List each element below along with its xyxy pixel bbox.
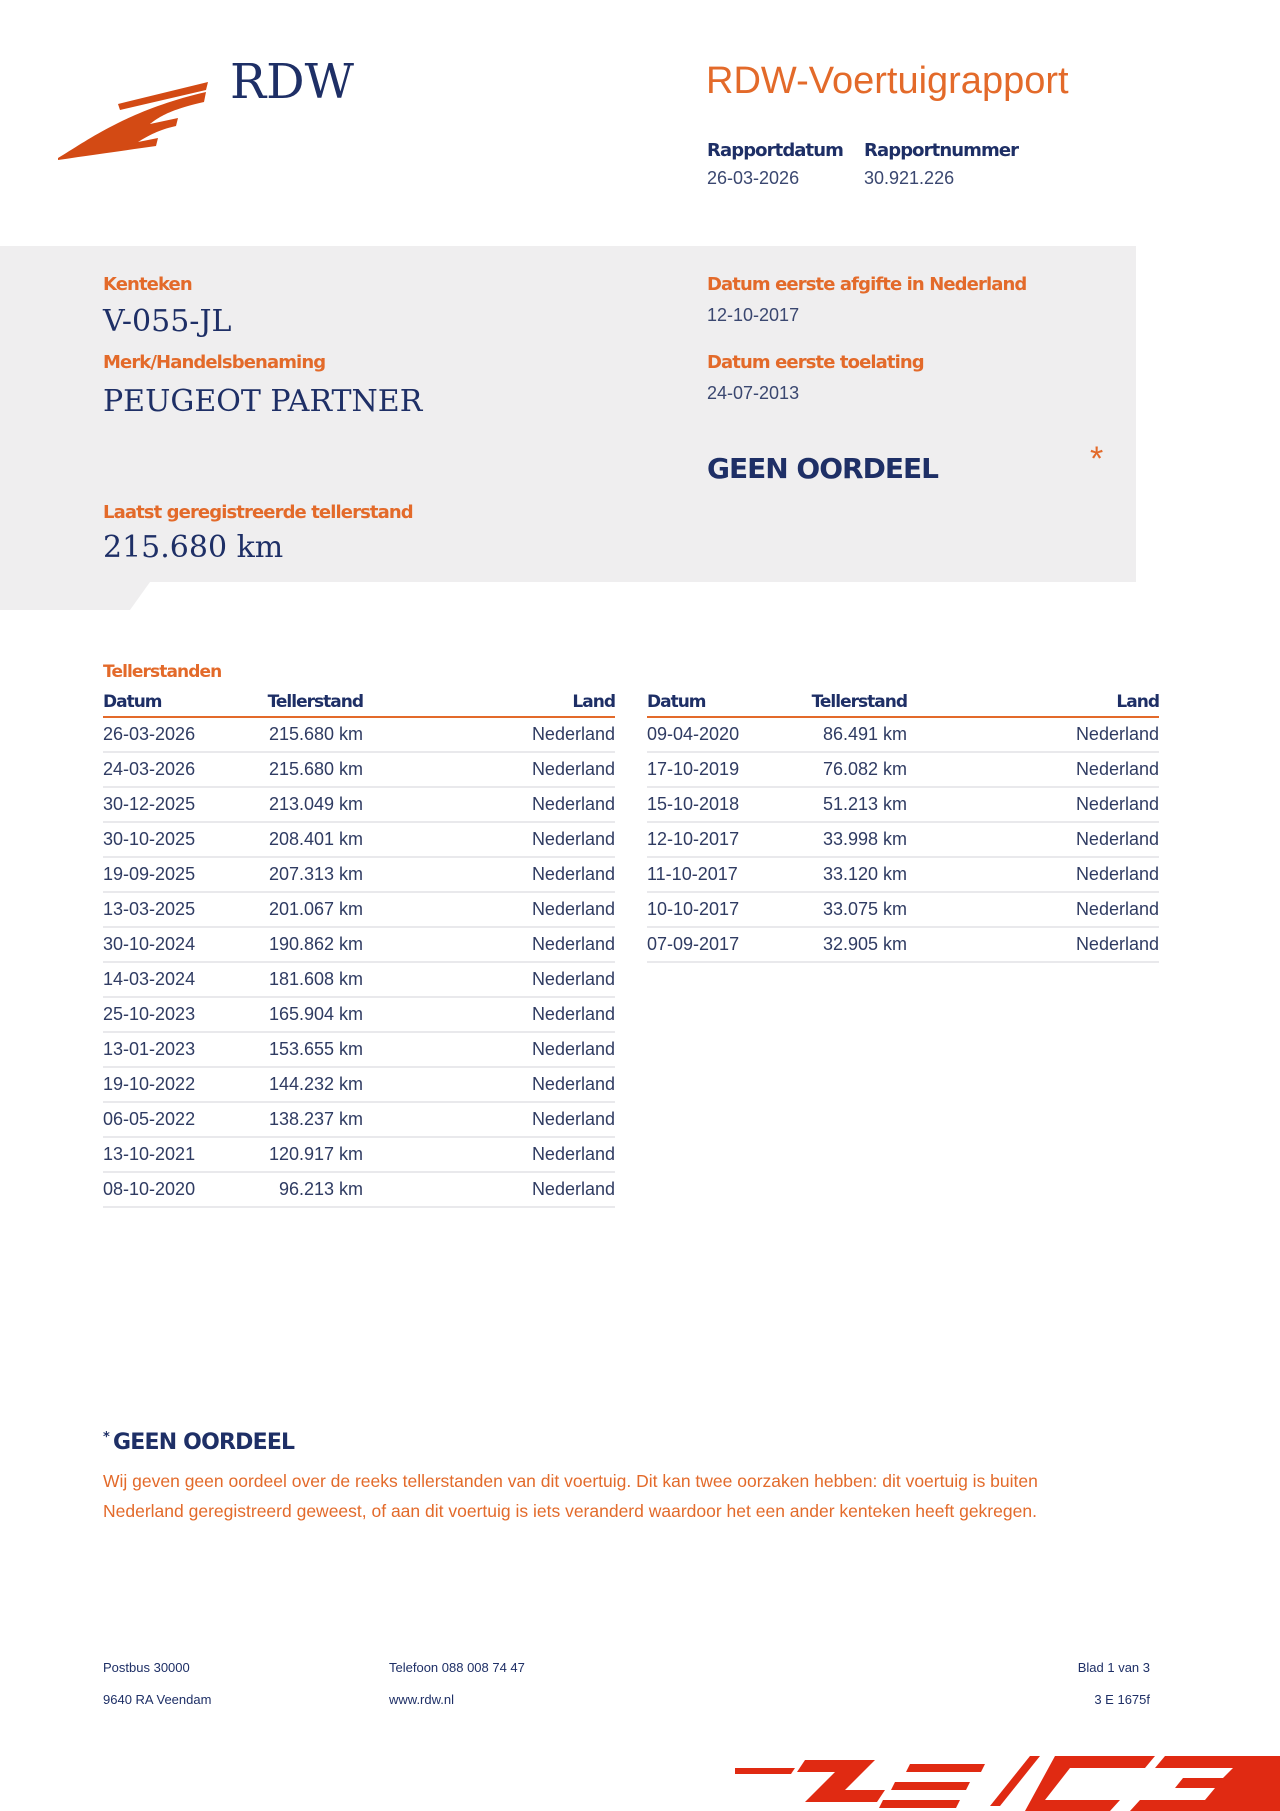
table-row <box>103 997 615 1032</box>
panel-notch <box>0 582 160 610</box>
plate-label: Kenteken <box>103 274 192 295</box>
reading-date: 13-03-2025 <box>103 892 253 927</box>
reading-date: 07-09-2017 <box>647 927 797 962</box>
reading-date: 15-10-2018 <box>647 787 797 822</box>
reading-country: Nederland <box>363 752 615 787</box>
footer-decoration-icon <box>735 1750 1280 1811</box>
reading-country: Nederland <box>363 1172 615 1207</box>
verdict-asterisk: * <box>1090 440 1104 478</box>
table-row <box>103 1172 615 1207</box>
reading-country: Nederland <box>907 752 1159 787</box>
reading-date: 08-10-2020 <box>103 1172 253 1207</box>
reading-date: 10-10-2017 <box>647 892 797 927</box>
reading-country: Nederland <box>363 892 615 927</box>
reading-date: 13-10-2021 <box>103 1137 253 1172</box>
table-row <box>103 962 615 997</box>
reading-value: 76.082 km <box>797 752 907 787</box>
reading-country: Nederland <box>363 822 615 857</box>
reading-value: 208.401 km <box>253 822 363 857</box>
reading-value: 86.491 km <box>797 717 907 752</box>
reading-country: Nederland <box>363 927 615 962</box>
reading-value: 120.917 km <box>253 1137 363 1172</box>
reading-country: Nederland <box>363 857 615 892</box>
reading-date: 12-10-2017 <box>647 822 797 857</box>
header-reading: Tellerstand <box>797 690 907 717</box>
reading-country: Nederland <box>363 1102 615 1137</box>
report-date-label: Rapportdatum <box>707 140 844 161</box>
readings-title: Tellerstanden <box>103 662 222 682</box>
report-number-label: Rapportnummer <box>864 140 1019 161</box>
footer-code: 3 E 1675f <box>1094 1692 1150 1707</box>
reading-value: 215.680 km <box>253 717 363 752</box>
table-row <box>103 822 615 857</box>
table-row <box>647 822 1159 857</box>
reading-date: 11-10-2017 <box>647 857 797 892</box>
footer-website[interactable]: www.rdw.nl <box>389 1692 455 1707</box>
table-header-row <box>647 690 1159 717</box>
table-header-row <box>103 690 615 717</box>
table-row <box>647 927 1159 962</box>
odometer-label: Laatst geregistreerde tellerstand <box>103 502 413 523</box>
reading-value: 153.655 km <box>253 1032 363 1067</box>
reading-date: 30-10-2024 <box>103 927 253 962</box>
first-nl-value: 12-10-2017 <box>707 305 800 325</box>
table-row <box>103 857 615 892</box>
reading-date: 06-05-2022 <box>103 1102 253 1137</box>
reading-value: 33.075 km <box>797 892 907 927</box>
footer-phone: Telefoon 088 008 74 47 <box>389 1660 525 1675</box>
reading-value: 32.905 km <box>797 927 907 962</box>
footer-page-number: Blad 1 van 3 <box>1077 1660 1150 1675</box>
table-row <box>103 892 615 927</box>
first-admission-value: 24-07-2013 <box>707 383 800 403</box>
reading-date: 09-04-2020 <box>647 717 797 752</box>
reading-date: 24-03-2026 <box>103 752 253 787</box>
report-date: 26-03-2026 <box>707 168 800 188</box>
reading-country: Nederland <box>363 1067 615 1102</box>
odometer-value: 215.680 km <box>103 530 284 565</box>
note-asterisk: * <box>103 1430 109 1445</box>
table-row <box>103 1102 615 1137</box>
reading-country: Nederland <box>363 997 615 1032</box>
reading-country: Nederland <box>907 892 1159 927</box>
header-date: Datum <box>647 690 797 717</box>
verdict-label: GEEN OORDEEL <box>707 452 938 485</box>
table-row <box>103 752 615 787</box>
reading-date: 30-12-2025 <box>103 787 253 822</box>
table-row <box>647 892 1159 927</box>
footer-city: 9640 RA Veendam <box>103 1692 212 1707</box>
reading-date: 17-10-2019 <box>647 752 797 787</box>
reading-date: 30-10-2025 <box>103 822 253 857</box>
table-row <box>647 752 1159 787</box>
make-value: PEUGEOT PARTNER <box>103 384 423 419</box>
table-row <box>647 857 1159 892</box>
reading-value: 144.232 km <box>253 1067 363 1102</box>
first-admission-label: Datum eerste toelating <box>707 352 924 373</box>
table-row <box>103 927 615 962</box>
reading-value: 96.213 km <box>253 1172 363 1207</box>
reading-date: 26-03-2026 <box>103 717 253 752</box>
reading-value: 215.680 km <box>253 752 363 787</box>
reading-country: Nederland <box>363 962 615 997</box>
reading-value: 207.313 km <box>253 857 363 892</box>
readings-table-left <box>103 690 615 1208</box>
plate-value: V-055-JL <box>103 304 232 339</box>
header-reading: Tellerstand <box>253 690 363 717</box>
report-number: 30.921.226 <box>864 168 955 188</box>
note-title-text: GEEN OORDEEL <box>113 1430 295 1455</box>
reading-value: 138.237 km <box>253 1102 363 1137</box>
reading-date: 19-10-2022 <box>103 1067 253 1102</box>
first-nl-label: Datum eerste afgifte in Nederland <box>707 274 1027 295</box>
reading-value: 190.862 km <box>253 927 363 962</box>
reading-value: 181.608 km <box>253 962 363 997</box>
reading-date: 19-09-2025 <box>103 857 253 892</box>
table-row <box>647 787 1159 822</box>
table-row <box>103 717 615 752</box>
header-country: Land <box>907 690 1159 717</box>
reading-value: 201.067 km <box>253 892 363 927</box>
report-title: RDW-Voertuigrapport <box>706 60 1069 102</box>
make-label: Merk/Handelsbenaming <box>103 352 326 373</box>
table-row <box>103 787 615 822</box>
reading-country: Nederland <box>907 927 1159 962</box>
rdw-logo-icon <box>58 80 208 162</box>
reading-country: Nederland <box>907 822 1159 857</box>
table-row <box>103 1137 615 1172</box>
reading-value: 51.213 km <box>797 787 907 822</box>
header-date: Datum <box>103 690 253 717</box>
reading-country: Nederland <box>363 1032 615 1067</box>
reading-value: 33.120 km <box>797 857 907 892</box>
reading-value: 165.904 km <box>253 997 363 1032</box>
reading-country: Nederland <box>907 717 1159 752</box>
table-row <box>103 1067 615 1102</box>
reading-value: 33.998 km <box>797 822 907 857</box>
brand-name: RDW <box>230 54 354 110</box>
footer-po-box: Postbus 30000 <box>103 1660 190 1675</box>
reading-country: Nederland <box>363 1137 615 1172</box>
table-row <box>103 1032 615 1067</box>
header-country: Land <box>363 690 615 717</box>
reading-date: 14-03-2024 <box>103 962 253 997</box>
reading-date: 13-01-2023 <box>103 1032 253 1067</box>
table-row <box>647 717 1159 752</box>
note-title <box>103 1430 294 1455</box>
reading-country: Nederland <box>363 787 615 822</box>
readings-table-right <box>647 690 1159 963</box>
reading-country: Nederland <box>907 787 1159 822</box>
reading-country: Nederland <box>363 717 615 752</box>
reading-date: 25-10-2023 <box>103 997 253 1032</box>
reading-country: Nederland <box>907 857 1159 892</box>
reading-value: 213.049 km <box>253 787 363 822</box>
note-text: Wij geven geen oordeel over de reeks tellerstanden van dit voertuig. Dit kan twee oorzaken hebben: dit voertuig is buiten Nederland geregistreerd geweest, of aan dit voertuig is iets veranderd waardoor het een ander kenteken heeft gekregen. <box>103 1471 1038 1521</box>
